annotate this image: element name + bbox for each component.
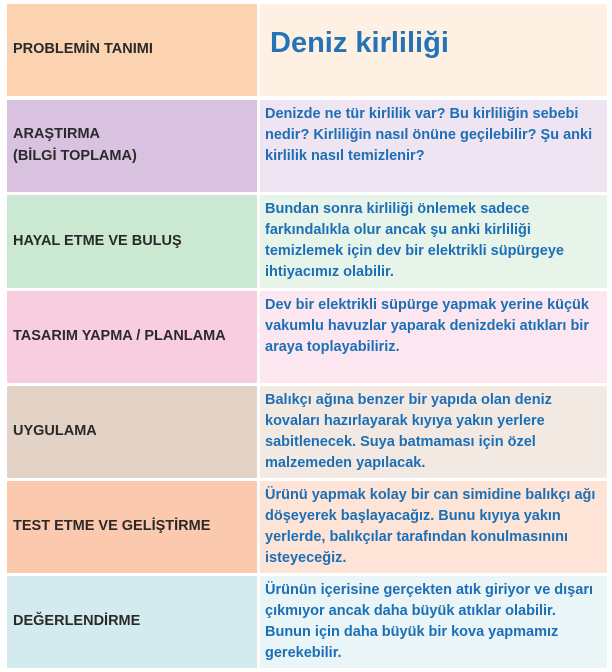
row-content: Bundan sonra kirliliği önlemek sadece farkındalıkla olur ancak şu anki kirliliği temizlemek için dev bir elektrikli süpürgeye ihtiyacımız olabilir.	[260, 195, 607, 288]
row-label: TASARIM YAPMA / PLANLAMA	[7, 291, 257, 383]
row-problem-definition	[5, 4, 607, 96]
row-evaluation	[5, 576, 607, 668]
row-research	[5, 100, 607, 192]
row-design-planning	[5, 291, 607, 383]
row-label: PROBLEMİN TANIMI	[7, 4, 257, 96]
row-imagination	[5, 195, 607, 288]
row-content: Denizde ne tür kirlilik var? Bu kirliliğin sebebi nedir? Kirliliğin nasıl önüne geçilebilir? Şu anki kirlilik nasıl temizlenir?	[260, 100, 607, 192]
row-label: TEST ETME VE GELİŞTİRME	[7, 481, 257, 573]
row-content: Ürünün içerisine gerçekten atık giriyor ve dışarı çıkmıyor ancak daha büyük atıklar olabilir. Bunun için daha büyük bir kova yapmamız gerekebilir.	[260, 576, 607, 668]
row-label: ARAŞTIRMA (BİLGİ TOPLAMA)	[7, 100, 257, 192]
row-content: Deniz kirliliği	[260, 4, 607, 96]
row-content: Balıkçı ağına benzer bir yapıda olan deniz kovaları hazırlayarak kıyıya yakın yerlere sabitlenecek. Suya batmaması için özel malzemeden yapılacak.	[260, 386, 607, 478]
row-label: HAYAL ETME VE BULUŞ	[7, 195, 257, 288]
row-content: Ürünü yapmak kolay bir can simidine balıkçı ağı döşeyerek başlayacağız. Bunu kıyıya yakın yerlerde, balıkçılar tarafından konulmasınını isteyeceğiz.	[260, 481, 607, 573]
row-test-improve	[5, 481, 607, 573]
row-label: DEĞERLENDİRME	[7, 576, 257, 668]
row-application	[5, 386, 607, 478]
row-content: Dev bir elektrikli süpürge yapmak yerine küçük vakumlu havuzlar yaparak denizdeki atıkları bir araya toplayabiliriz.	[260, 291, 607, 383]
row-label: UYGULAMA	[7, 386, 257, 478]
